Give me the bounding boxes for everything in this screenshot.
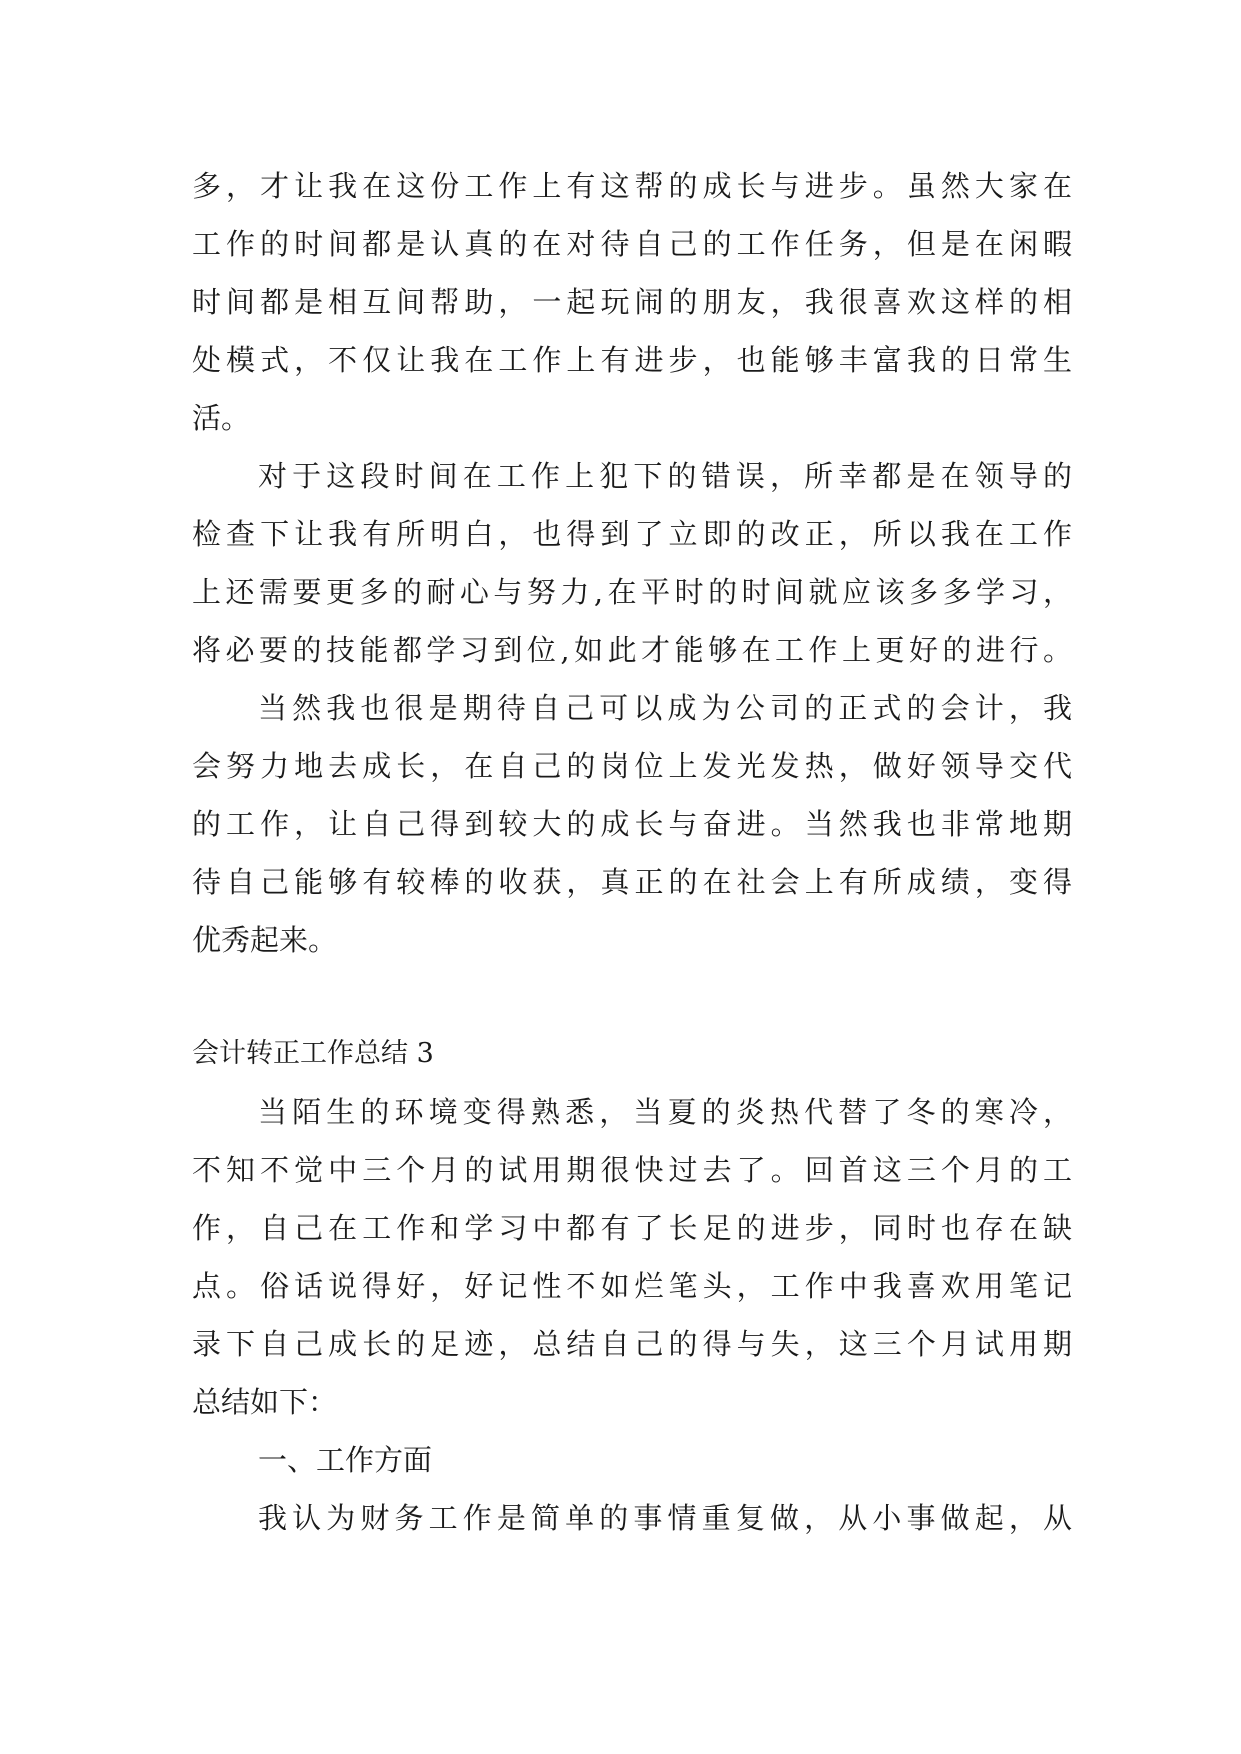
paragraph-2-line-1: 对于这段时间在工作上犯下的错误，所幸都是在领导的 (258, 459, 1072, 493)
paragraph-4-line-4: 点。俗话说得好，好记性不如烂笔头，工作中我喜欢用笔记 (192, 1269, 1072, 1303)
paragraph-3-line-3: 的工作，让自己得到较大的成长与奋进。当然我也非常地期 (192, 807, 1072, 841)
section-heading: 会计转正工作总结 3 (192, 1038, 434, 1069)
paragraph-4-line-5: 录下自己成长的足迹，总结自己的得与失，这三个月试用期 (192, 1327, 1072, 1361)
paragraph-1-line-5: 活。 (192, 401, 251, 435)
paragraph-4-line-2: 不知不觉中三个月的试用期很快过去了。回首这三个月的工 (192, 1153, 1072, 1187)
paragraph-4-line-6: 总结如下： (192, 1385, 338, 1419)
paragraph-3-line-1: 当然我也很是期待自己可以成为公司的正式的会计，我 (258, 691, 1072, 725)
paragraph-4-line-3: 作，自己在工作和学习中都有了长足的进步，同时也存在缺 (192, 1211, 1072, 1245)
paragraph-1-line-4: 处模式，不仅让我在工作上有进步，也能够丰富我的日常生 (192, 343, 1072, 377)
subheading: 一、工作方面 (258, 1443, 433, 1477)
paragraph-2-line-2: 检查下让我有所明白，也得到了立即的改正，所以我在工作 (192, 517, 1072, 551)
paragraph-3-line-2: 会努力地去成长，在自己的岗位上发光发热，做好领导交代 (192, 749, 1072, 783)
paragraph-1-line-3: 时间都是相互间帮助，一起玩闹的朋友，我很喜欢这样的相 (192, 285, 1072, 319)
paragraph-4-line-1: 当陌生的环境变得熟悉，当夏的炎热代替了冬的寒冷， (258, 1095, 1072, 1129)
paragraph-2-line-4: 将必要的技能都学习到位,如此才能够在工作上更好的进行。 (192, 633, 1072, 667)
paragraph-3-line-4: 待自己能够有较棒的收获，真正的在社会上有所成绩，变得 (192, 865, 1072, 899)
paragraph-1-line-2: 工作的时间都是认真的在对待自己的工作任务，但是在闲暇 (192, 227, 1072, 261)
paragraph-3-line-5: 优秀起来。 (192, 923, 338, 957)
paragraph-2-line-3: 上还需要更多的耐心与努力,在平时的时间就应该多多学习， (192, 575, 1072, 609)
paragraph-5-line-1: 我认为财务工作是简单的事情重复做，从小事做起，从 (258, 1501, 1072, 1535)
paragraph-1-line-1: 多，才让我在这份工作上有这帮的成长与进步。虽然大家在 (192, 169, 1072, 203)
